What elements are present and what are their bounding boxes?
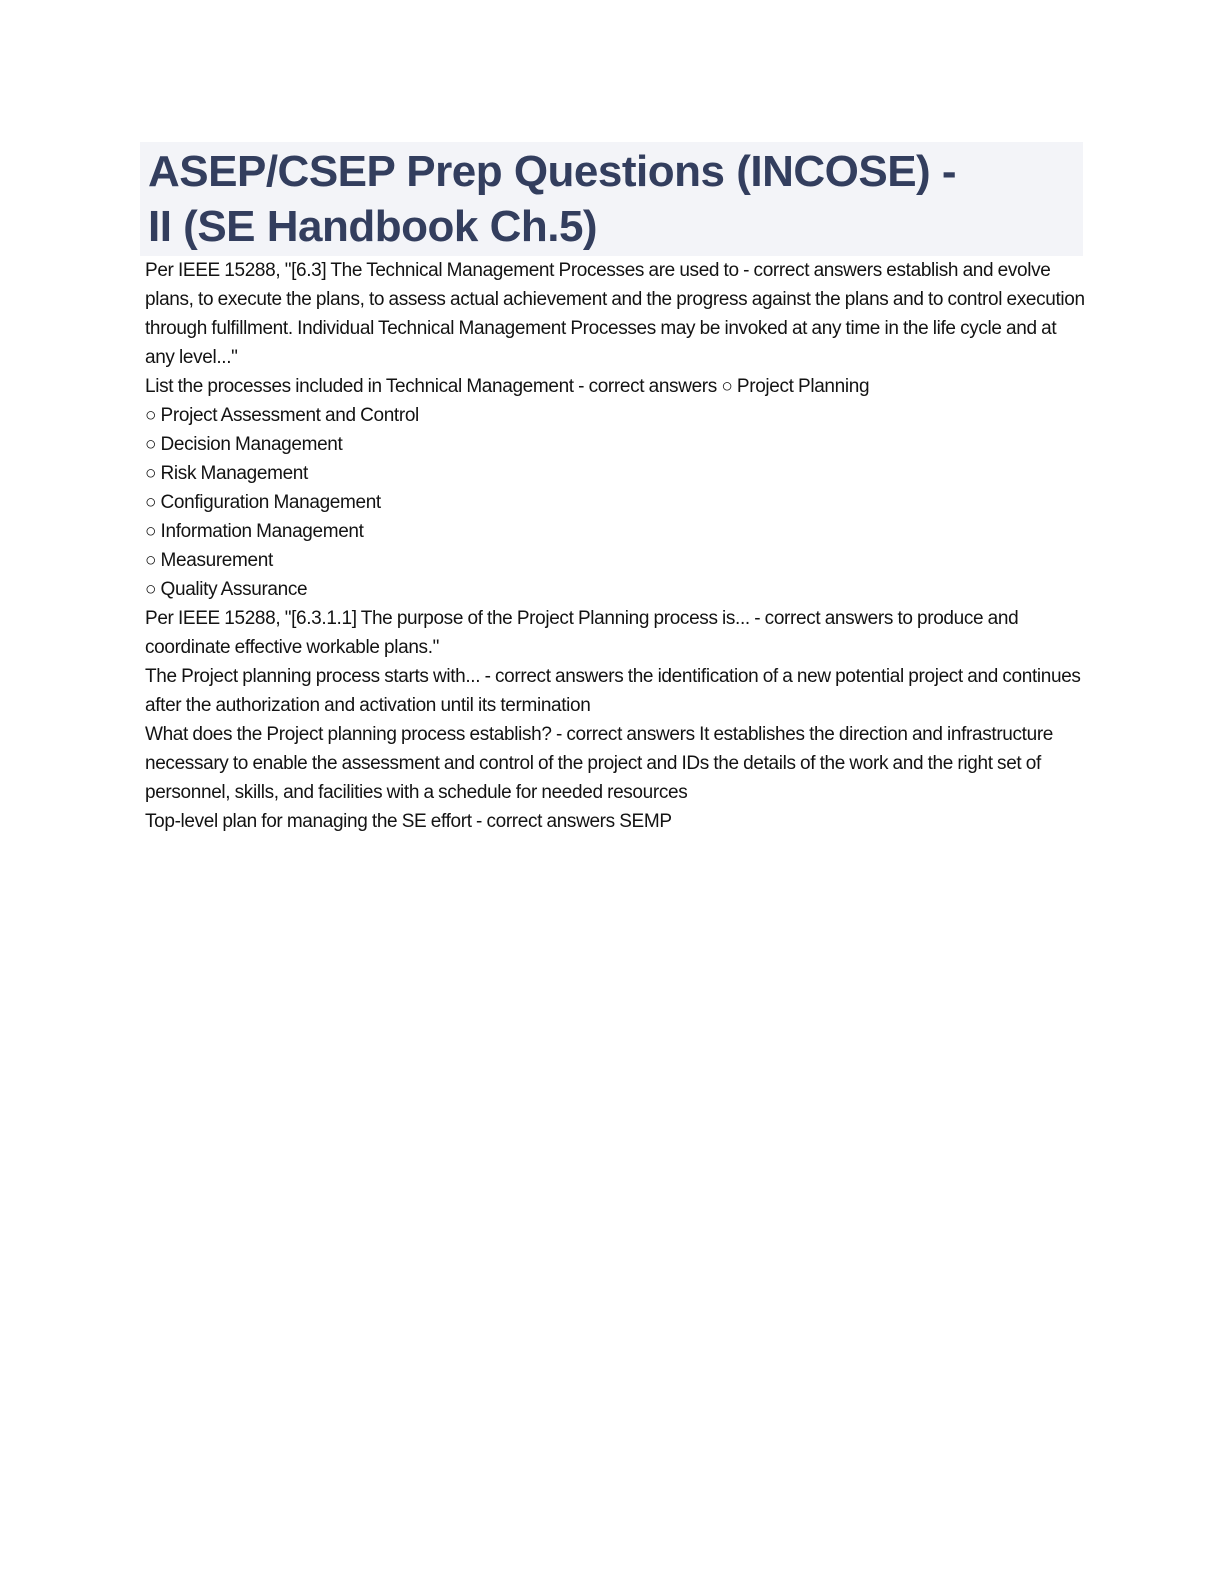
- list-item-project-assessment-and-control: ○ Project Assessment and Control: [145, 405, 419, 426]
- qa-paragraph-semp: Top-level plan for managing the SE effort - correct answers SEMP: [145, 811, 672, 832]
- page-content: [0, 142, 1224, 836]
- list-item-configuration-management: ○ Configuration Management: [145, 492, 381, 513]
- document-title-line-2: II (SE Handbook Ch.5): [148, 202, 598, 251]
- list-item-information-management: ○ Information Management: [145, 521, 364, 542]
- qa-paragraph-project-planning-establishes: What does the Project planning process establish? - correct answers It establishes the direction and infrastructure necessary to enable the assessment and control of the project and IDs the details of the work and the right set of personnel, skills, and facilities with a schedule for needed resources: [145, 724, 1054, 803]
- document-title: [140, 142, 1083, 256]
- list-item-measurement: ○ Measurement: [145, 550, 273, 571]
- qa-paragraph-technical-management-processes: Per IEEE 15288, "[6.3] The Technical Management Processes are used to - correct answers establish and evolve plans, to execute the plans, to assess actual achievement and the progress against the plans and to control execution through fulfillment. Individual Technical Management Processes may be invoked at any time in the life cycle and at any level...": [145, 260, 1085, 368]
- list-intro-technical-management-processes: List the processes included in Technical Management - correct answers ○ Project Planning: [145, 376, 870, 397]
- list-item-quality-assurance: ○ Quality Assurance: [145, 579, 308, 600]
- list-item-decision-management: ○ Decision Management: [145, 434, 343, 455]
- qa-paragraph-project-planning-purpose: Per IEEE 15288, "[6.3.1.1] The purpose of the Project Planning process is... - correct answers to produce and coordinate effective workable plans.": [145, 608, 1019, 658]
- list-item-risk-management: ○ Risk Management: [145, 463, 308, 484]
- document-title-line-1: ASEP/CSEP Prep Questions (INCOSE) -: [148, 147, 957, 196]
- qa-paragraph-project-planning-starts-with: The Project planning process starts with... - correct answers the identification of a new potential project and continues after the authorization and activation until its termination: [145, 666, 1081, 716]
